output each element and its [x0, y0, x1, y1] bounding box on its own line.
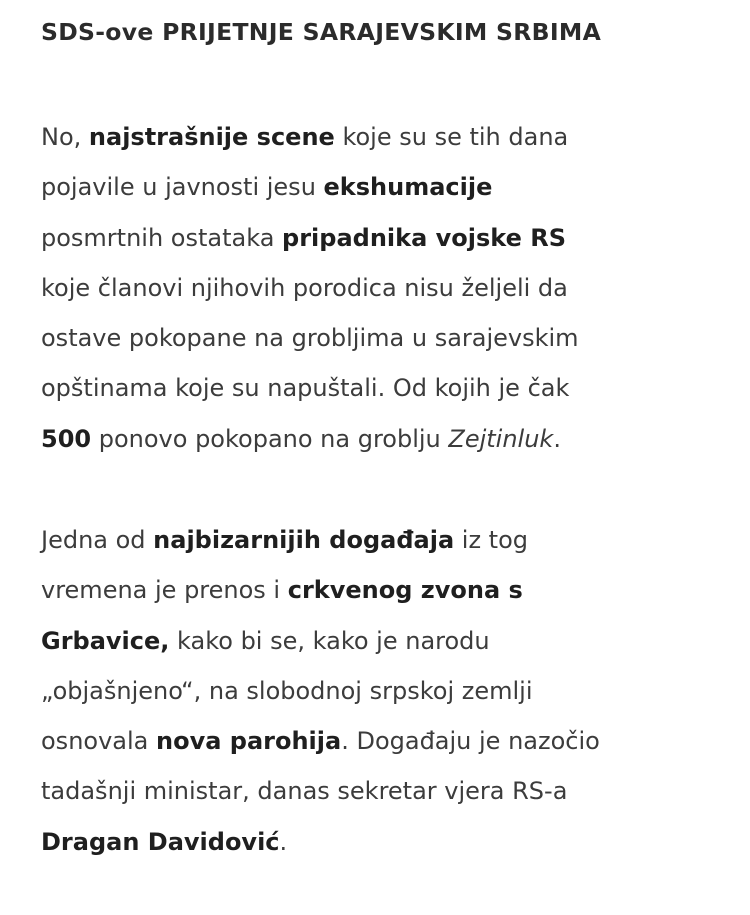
text-line	[41, 263, 579, 313]
bold-text: najbizarnijih događaja	[153, 526, 455, 554]
text-run: posmrtnih ostataka	[41, 223, 283, 252]
text-line	[41, 666, 600, 716]
bold-text: 500	[41, 424, 92, 453]
text-run: ostave pokopane na grobljima u sarajevskim	[41, 324, 579, 353]
text-run: „objašnjeno“, na slobodnoj srpskoj zemlji	[41, 676, 533, 705]
text-run: . Događaju je nazočio	[341, 727, 600, 756]
text-run: .	[553, 424, 561, 453]
bold-text: pripadnika vojske RS	[282, 223, 567, 252]
text-run: koje su se tih dana	[334, 123, 569, 151]
text-line	[41, 817, 600, 867]
text-run: osnovala	[41, 727, 156, 756]
paragraph-church-bell	[41, 515, 600, 867]
italic-text: Zejtinluk	[448, 424, 554, 453]
paragraph-exhumations	[41, 112, 579, 464]
text-run: iz tog	[454, 526, 528, 554]
text-line	[41, 414, 579, 464]
bold-text: najstrašnije scene	[88, 123, 335, 151]
bold-text: Dragan Davidović	[41, 827, 280, 856]
text-run: tadašnji ministar, danas sekretar vjera RS-a	[41, 777, 568, 806]
bold-text: ekshumacije	[323, 173, 493, 202]
text-run: ponovo pokopano na groblju	[91, 424, 449, 453]
text-line	[41, 565, 600, 615]
bold-text: Grbavice,	[41, 626, 170, 655]
text-line	[41, 112, 579, 162]
bold-text: crkvenog zvona s	[287, 576, 523, 605]
text-run: Jedna od	[41, 526, 154, 554]
section-heading: SDS-ove PRIJETNJE SARAJEVSKIM SRBIMA	[41, 18, 602, 46]
text-line	[41, 616, 600, 666]
text-run: opštinama koje su napuštali. Od kojih je čak	[41, 374, 570, 403]
text-run: koje članovi njihovih porodica nisu željeli da	[41, 273, 568, 302]
text-run: No,	[41, 123, 89, 151]
text-line	[41, 515, 600, 565]
text-line	[41, 162, 579, 212]
text-line	[41, 313, 579, 363]
text-line	[41, 363, 579, 413]
bold-text: nova parohija	[156, 727, 342, 756]
text-run: kako bi se, kako je narodu	[169, 626, 490, 655]
text-run: vremena je prenos i	[41, 576, 288, 605]
text-run: pojavile u javnosti jesu	[41, 173, 324, 202]
text-run: .	[279, 827, 288, 856]
text-line	[41, 213, 579, 263]
text-line	[41, 716, 600, 766]
text-line	[41, 766, 600, 816]
